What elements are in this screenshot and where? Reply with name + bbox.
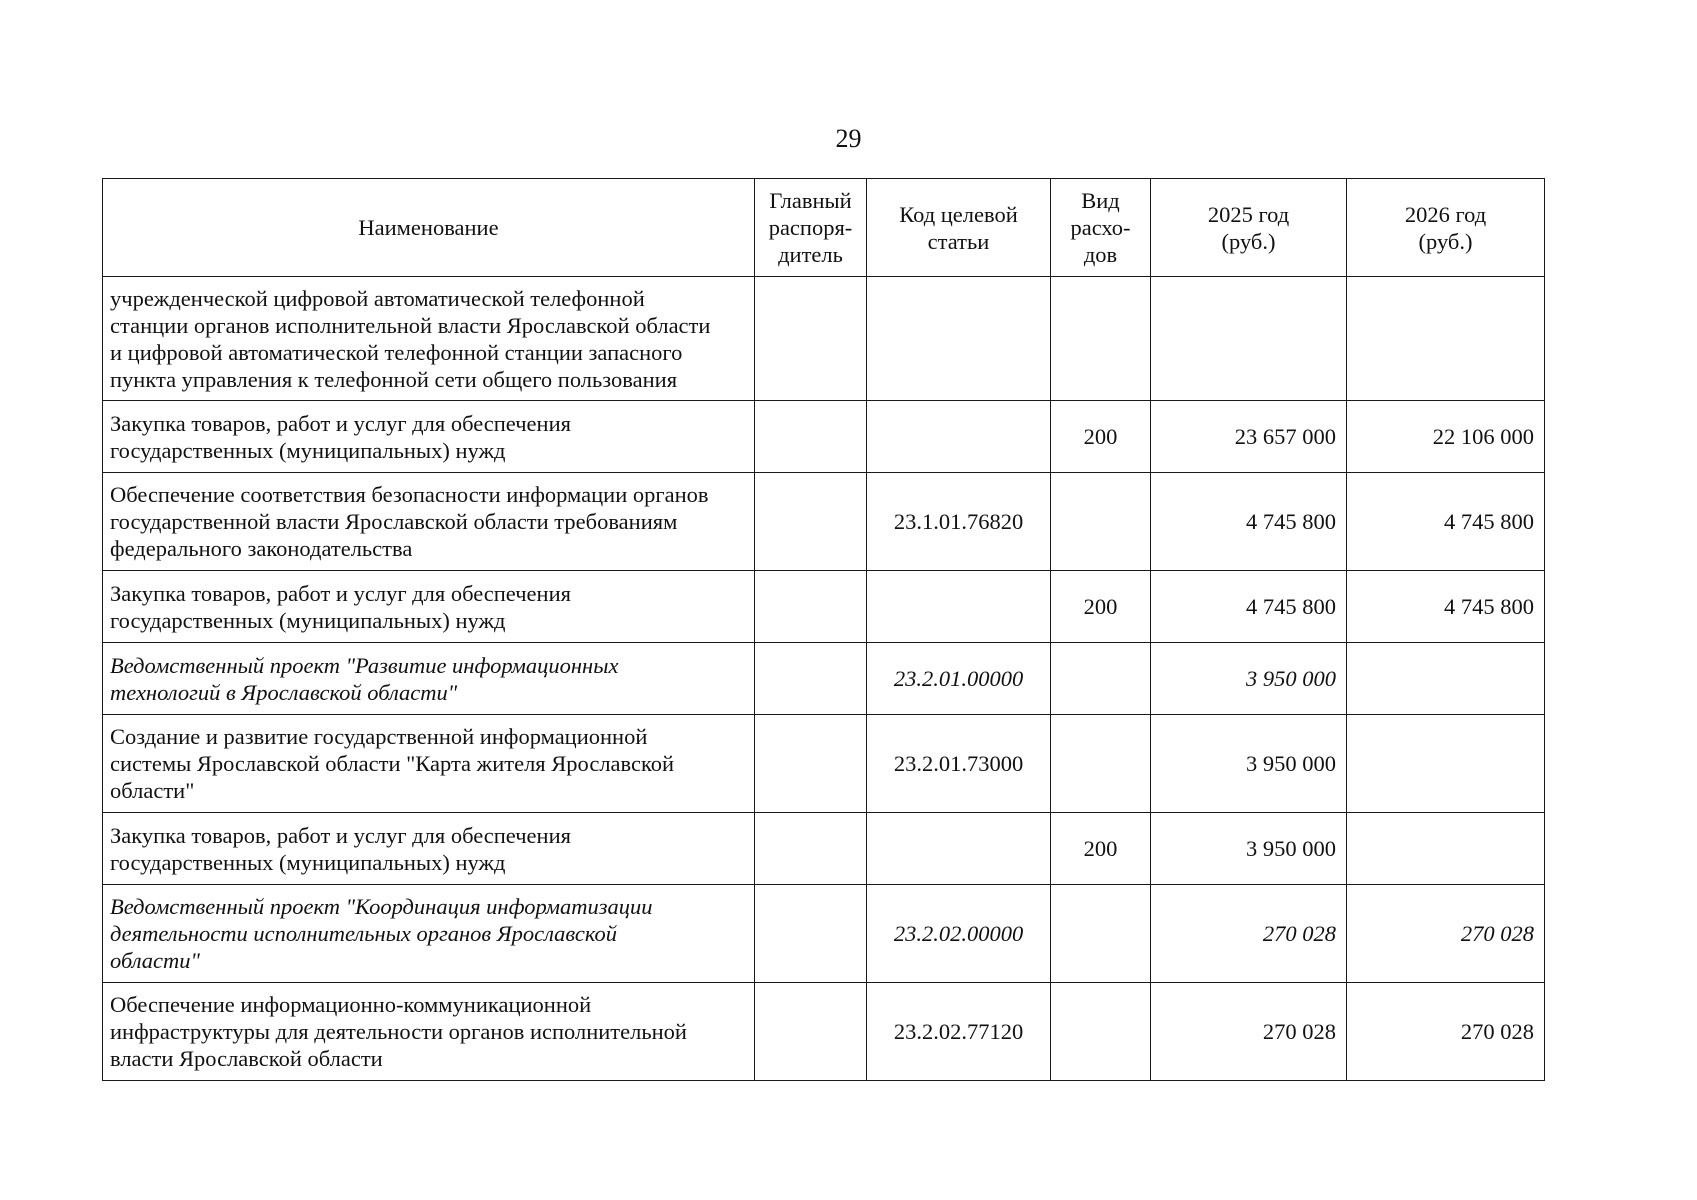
row-name: Создание и развитие государственной информационной системы Ярославской области "Карта жителя Ярославской области" xyxy=(103,715,755,813)
row-target-code: 23.1.01.76820 xyxy=(867,473,1051,571)
row-main-manager xyxy=(755,983,867,1081)
row-target-code xyxy=(867,401,1051,473)
row-name: Обеспечение соответствия безопасности информации органов государственной власти Ярославской области требованиям федерального законодательства xyxy=(103,473,755,571)
row-amount-2025: 3 950 000 xyxy=(1151,813,1347,885)
row-name: Ведомственный проект "Координация информатизации деятельности исполнительных органов Ярославской области" xyxy=(103,885,755,983)
header-year-2026: 2026 год (руб.) xyxy=(1347,179,1545,277)
row-amount-2026: 22 106 000 xyxy=(1347,401,1545,473)
row-target-code: 23.2.02.00000 xyxy=(867,885,1051,983)
row-target-code xyxy=(867,571,1051,643)
budget-table xyxy=(102,178,1545,1081)
row-amount-2026 xyxy=(1347,643,1545,715)
header-year-2025: 2025 год (руб.) xyxy=(1151,179,1347,277)
row-amount-2025: 4 745 800 xyxy=(1151,473,1347,571)
row-target-code: 23.2.02.77120 xyxy=(867,983,1051,1081)
row-target-code: 23.2.01.73000 xyxy=(867,715,1051,813)
header-row xyxy=(103,179,1545,277)
row-amount-2025: 4 745 800 xyxy=(1151,571,1347,643)
row-name: Закупка товаров, работ и услуг для обеспечения государственных (муниципальных) нужд xyxy=(103,401,755,473)
header-name: Наименование xyxy=(103,179,755,277)
row-main-manager xyxy=(755,715,867,813)
table-row xyxy=(103,401,1545,473)
row-expense-type xyxy=(1051,277,1151,401)
table-row xyxy=(103,473,1545,571)
row-amount-2026 xyxy=(1347,277,1545,401)
row-target-code xyxy=(867,277,1051,401)
table-row xyxy=(103,813,1545,885)
row-amount-2025: 270 028 xyxy=(1151,885,1347,983)
row-target-code: 23.2.01.00000 xyxy=(867,643,1051,715)
row-name: учрежденческой цифровой автоматической телефонной станции органов исполнительной власти Ярославской области и цифровой автоматической телефонной станции запасного пункта управления к телефонной сети общего пользования xyxy=(103,277,755,401)
row-name: Закупка товаров, работ и услуг для обеспечения государственных (муниципальных) нужд xyxy=(103,813,755,885)
row-amount-2025: 270 028 xyxy=(1151,983,1347,1081)
row-amount-2025: 23 657 000 xyxy=(1151,401,1347,473)
row-expense-type: 200 xyxy=(1051,813,1151,885)
row-expense-type xyxy=(1051,643,1151,715)
row-amount-2025: 3 950 000 xyxy=(1151,715,1347,813)
row-amount-2026: 270 028 xyxy=(1347,885,1545,983)
table-row xyxy=(103,715,1545,813)
row-amount-2025: 3 950 000 xyxy=(1151,643,1347,715)
row-amount-2025 xyxy=(1151,277,1347,401)
row-expense-type xyxy=(1051,715,1151,813)
header-main-manager: Главный распоря- дитель xyxy=(755,179,867,277)
row-name: Обеспечение информационно-коммуникационной инфраструктуры для деятельности органов исполнительной власти Ярославской области xyxy=(103,983,755,1081)
row-amount-2026: 270 028 xyxy=(1347,983,1545,1081)
table-row xyxy=(103,571,1545,643)
row-main-manager xyxy=(755,643,867,715)
row-name: Закупка товаров, работ и услуг для обеспечения государственных (муниципальных) нужд xyxy=(103,571,755,643)
row-expense-type: 200 xyxy=(1051,401,1151,473)
row-main-manager xyxy=(755,473,867,571)
row-amount-2026 xyxy=(1347,715,1545,813)
row-name: Ведомственный проект "Развитие информационных технологий в Ярославской области" xyxy=(103,643,755,715)
row-main-manager xyxy=(755,401,867,473)
row-amount-2026 xyxy=(1347,813,1545,885)
row-main-manager xyxy=(755,813,867,885)
page-number: 29 xyxy=(835,124,862,153)
header-target-code: Код целевой статьи xyxy=(867,179,1051,277)
table-row xyxy=(103,277,1545,401)
row-target-code xyxy=(867,813,1051,885)
row-main-manager xyxy=(755,277,867,401)
header-expense-type: Вид расхо- дов xyxy=(1051,179,1151,277)
row-expense-type: 200 xyxy=(1051,571,1151,643)
row-expense-type xyxy=(1051,473,1151,571)
table-row xyxy=(103,885,1545,983)
row-amount-2026: 4 745 800 xyxy=(1347,571,1545,643)
table-row xyxy=(103,983,1545,1081)
table-row xyxy=(103,643,1545,715)
row-main-manager xyxy=(755,885,867,983)
row-main-manager xyxy=(755,571,867,643)
row-expense-type xyxy=(1051,885,1151,983)
row-amount-2026: 4 745 800 xyxy=(1347,473,1545,571)
row-expense-type xyxy=(1051,983,1151,1081)
